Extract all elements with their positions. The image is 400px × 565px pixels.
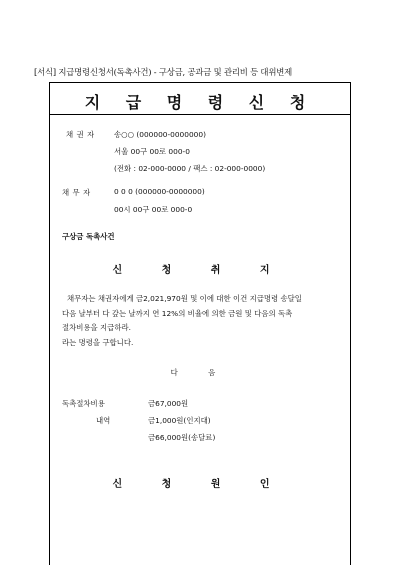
case-name: 구상금 독촉사건 xyxy=(62,232,115,241)
costs-breakdown-label: 내역 xyxy=(96,416,111,425)
cause-heading: 신 청 원 인 xyxy=(112,479,288,490)
purpose-line-4: 라는 명령을 구합니다. xyxy=(62,337,134,347)
creditor-address: 서울 00구 00로 000-0 xyxy=(114,147,190,156)
creditor-name: 송○○ (000000-0000000) xyxy=(114,130,206,139)
creditor-label: 채 권 자 xyxy=(66,130,95,139)
purpose-heading: 신 청 취 지 xyxy=(112,265,288,276)
document-title: 지 급 명 령 신 청 xyxy=(84,93,316,112)
form-frame xyxy=(49,82,351,565)
purpose-line-1: 채무자는 채권자에게 금2,021,970원 및 이에 대한 이건 지급명령 송달일 xyxy=(67,294,302,303)
debtor-address: 00시 00구 00로 000-0 xyxy=(114,205,193,214)
purpose-line-2: 다음 날부터 다 갚는 날까지 연 12%의 비율에 의한 금원 및 다음의 독촉 xyxy=(62,308,293,318)
costs-total: 금67,000원 xyxy=(148,399,189,408)
costs-label: 독촉절차비용 xyxy=(62,399,105,408)
debtor-name: 0 0 0 (000000-0000000) xyxy=(114,187,205,196)
purpose-line-3: 절차비용을 지급하라. xyxy=(62,323,131,332)
costs-stamp-fee: 금1,000원(인지대) xyxy=(148,416,211,425)
costs-postage-fee: 금66,000원(송달료) xyxy=(148,433,216,442)
costs-heading: 다 음 xyxy=(170,368,230,377)
creditor-contact: (전화 : 02-000-0000 / 팩스 : 02-000-0000) xyxy=(114,164,266,173)
title-divider xyxy=(50,114,350,115)
form-caption: [서식] 지급명령신청서(독촉사건) - 구상금, 공과금 및 관리비 등 대위변제 xyxy=(34,67,292,77)
debtor-label: 채 무 자 xyxy=(62,188,91,197)
purpose-paragraph xyxy=(62,292,342,350)
